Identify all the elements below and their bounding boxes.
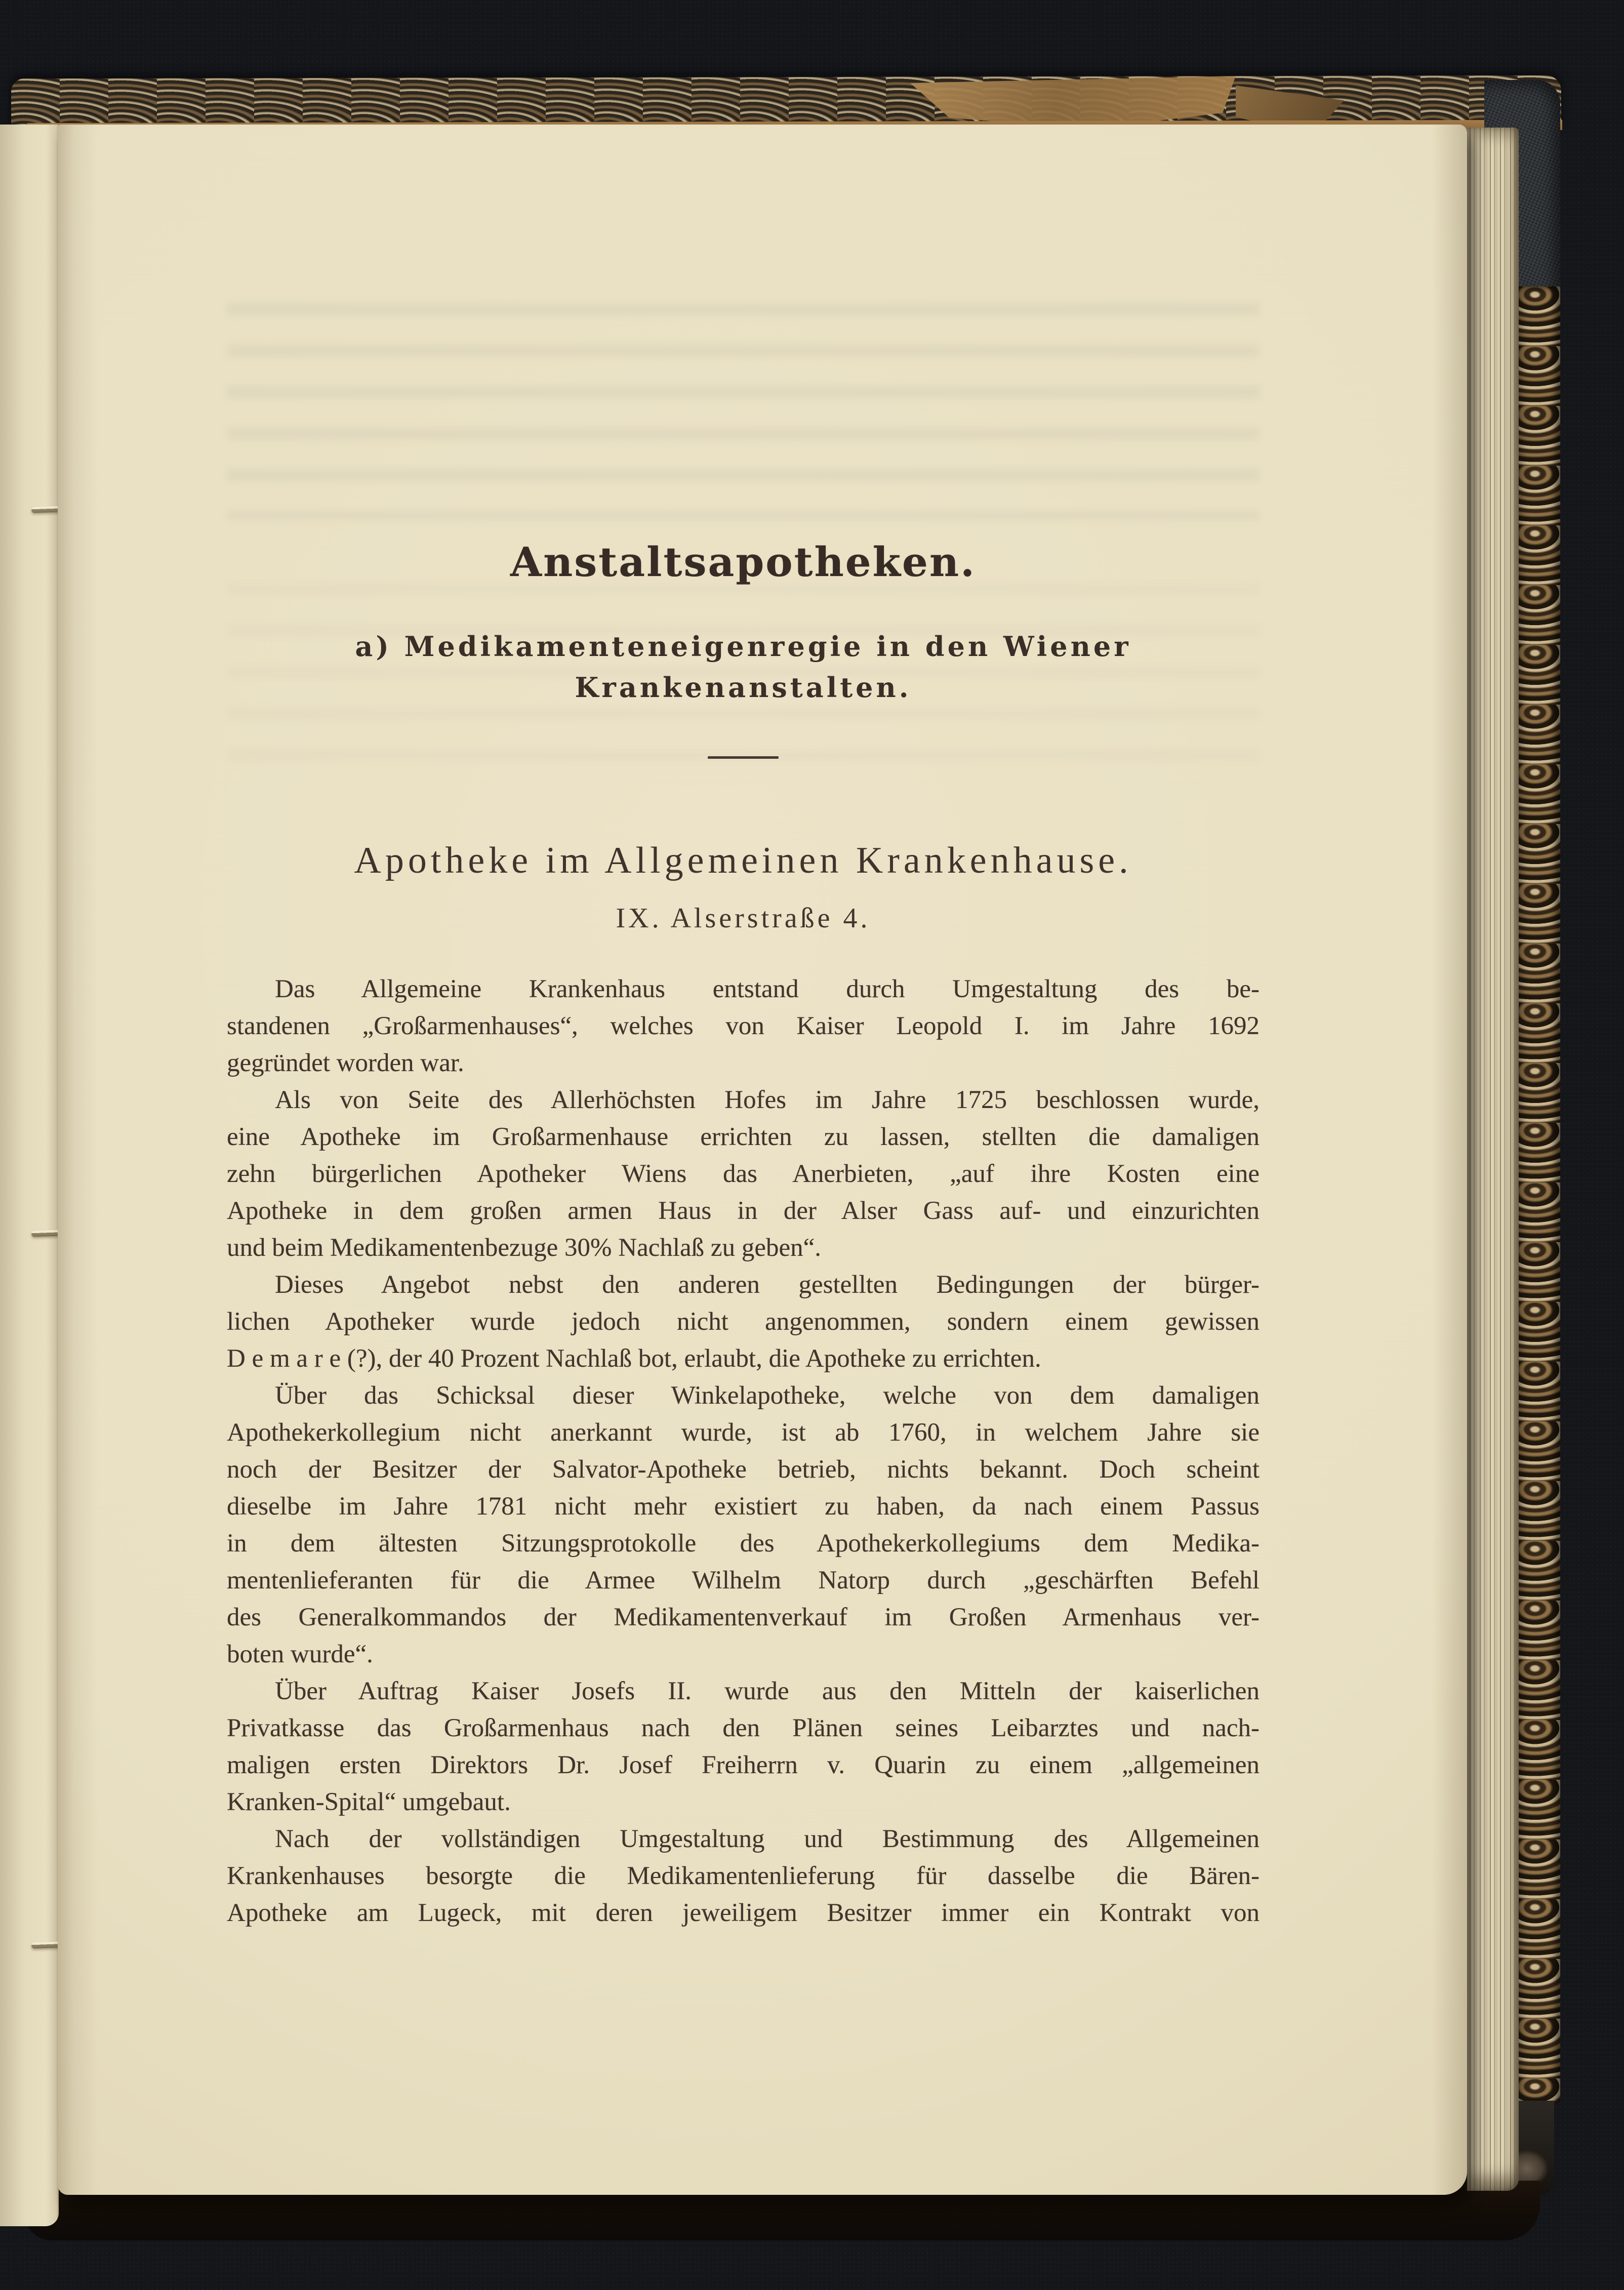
marbled-cover-strip — [1517, 287, 1560, 2104]
body-line: eine Apotheke im Großarmenhause errichten zu lassen, stellten die damaligen — [227, 1123, 1260, 1151]
body-line: zehn bürgerlichen Apotheker Wiens das Anerbieten, „auf ihre Kosten eine — [227, 1160, 1260, 1188]
left-page-sliver — [0, 125, 59, 2226]
section-divider — [708, 756, 779, 759]
body-line: dieselbe im Jahre 1781 nicht mehr existiert zu haben, da nach einem Passus — [227, 1492, 1260, 1521]
body-line: D e m a r e (?), der 40 Prozent Nachlaß bot, erlaubt, die Apotheke zu errichten. — [227, 1344, 1041, 1373]
body-line: Apothekerkollegium nicht anerkannt wurde, ist ab 1760, in welchem Jahre sie — [227, 1418, 1260, 1447]
body-line: und beim Medikamentenbezuge 30% Nachlaß zu geben“. — [227, 1234, 821, 1262]
page-right-curl-shade — [1432, 125, 1467, 2195]
body-line: Über Auftrag Kaiser Josefs II. wurde aus den Mitteln der kaiserlichen — [275, 1677, 1260, 1705]
body-line: Krankenhauses besorgte die Medikamentenlieferung für dasselbe die Bären- — [227, 1862, 1260, 1890]
body-line: Privatkasse das Großarmenhaus nach den Plänen seines Leibarztes und nach- — [227, 1714, 1260, 1742]
body-line: in dem ältesten Sitzungsprotokolle des Apothekerkollegiums dem Medika- — [227, 1529, 1260, 1558]
chapter-title: Anstaltsapotheken. — [510, 538, 976, 586]
body-line: Apotheke am Lugeck, mit deren jeweiligem Besitzer immer ein Kontrakt von — [227, 1899, 1260, 1927]
body-line: gegründet worden war. — [227, 1049, 464, 1077]
section-address: IX. Alserstraße 4. — [616, 903, 871, 934]
body-line: Als von Seite des Allerhöchsten Hofes im Jahre 1725 beschlossen wurde, — [275, 1086, 1260, 1114]
book-page — [58, 125, 1467, 2195]
body-line: Nach der vollständigen Umgestaltung und Bestimmung des Allgemeinen — [275, 1825, 1260, 1853]
body-line: Dieses Angebot nebst den anderen gestellten Bedingungen der bürger- — [275, 1271, 1260, 1299]
subsection-heading-line2: Krankenanstalten. — [575, 671, 912, 704]
body-line: mentenlieferanten für die Armee Wilhelm Natorp durch „geschärften Befehl — [227, 1566, 1260, 1594]
body-line: des Generalkommandos der Medikamentenverkauf im Großen Armenhaus ver- — [227, 1603, 1260, 1631]
body-line: standenen „Großarmenhauses“, welches von Kaiser Leopold I. im Jahre 1692 — [227, 1012, 1260, 1040]
body-line: Apotheke in dem großen armen Haus in der Alser Gass auf- und einzurichten — [227, 1197, 1260, 1225]
body-line: noch der Besitzer der Salvator-Apotheke betrieb, nichts bekannt. Doch scheint — [227, 1455, 1260, 1484]
subsection-heading-line1: a) Medikamenteneigenregie in den Wiener — [355, 630, 1131, 663]
body-line: Über das Schicksal dieser Winkelapotheke, welche von dem damaligen — [275, 1381, 1260, 1410]
gutter-shadow — [58, 125, 98, 2195]
body-line: boten wurde“. — [227, 1640, 373, 1668]
body-text — [227, 971, 1260, 1932]
page-content — [227, 125, 1260, 2195]
body-line: Das Allgemeine Krankenhaus entstand durch Umgestaltung des be- — [275, 975, 1260, 1003]
body-line: maligen ersten Direktors Dr. Josef Freiherrn v. Quarin zu einem „allgemeinen — [227, 1751, 1260, 1779]
body-line: lichen Apotheker wurde jedoch nicht angenommen, sondern einem gewissen — [227, 1307, 1260, 1336]
page-edge-stack — [1467, 128, 1519, 2191]
body-line: Kranken-Spital“ umgebaut. — [227, 1788, 511, 1816]
section-title: Apotheke im Allgemeinen Krankenhause. — [354, 840, 1132, 881]
